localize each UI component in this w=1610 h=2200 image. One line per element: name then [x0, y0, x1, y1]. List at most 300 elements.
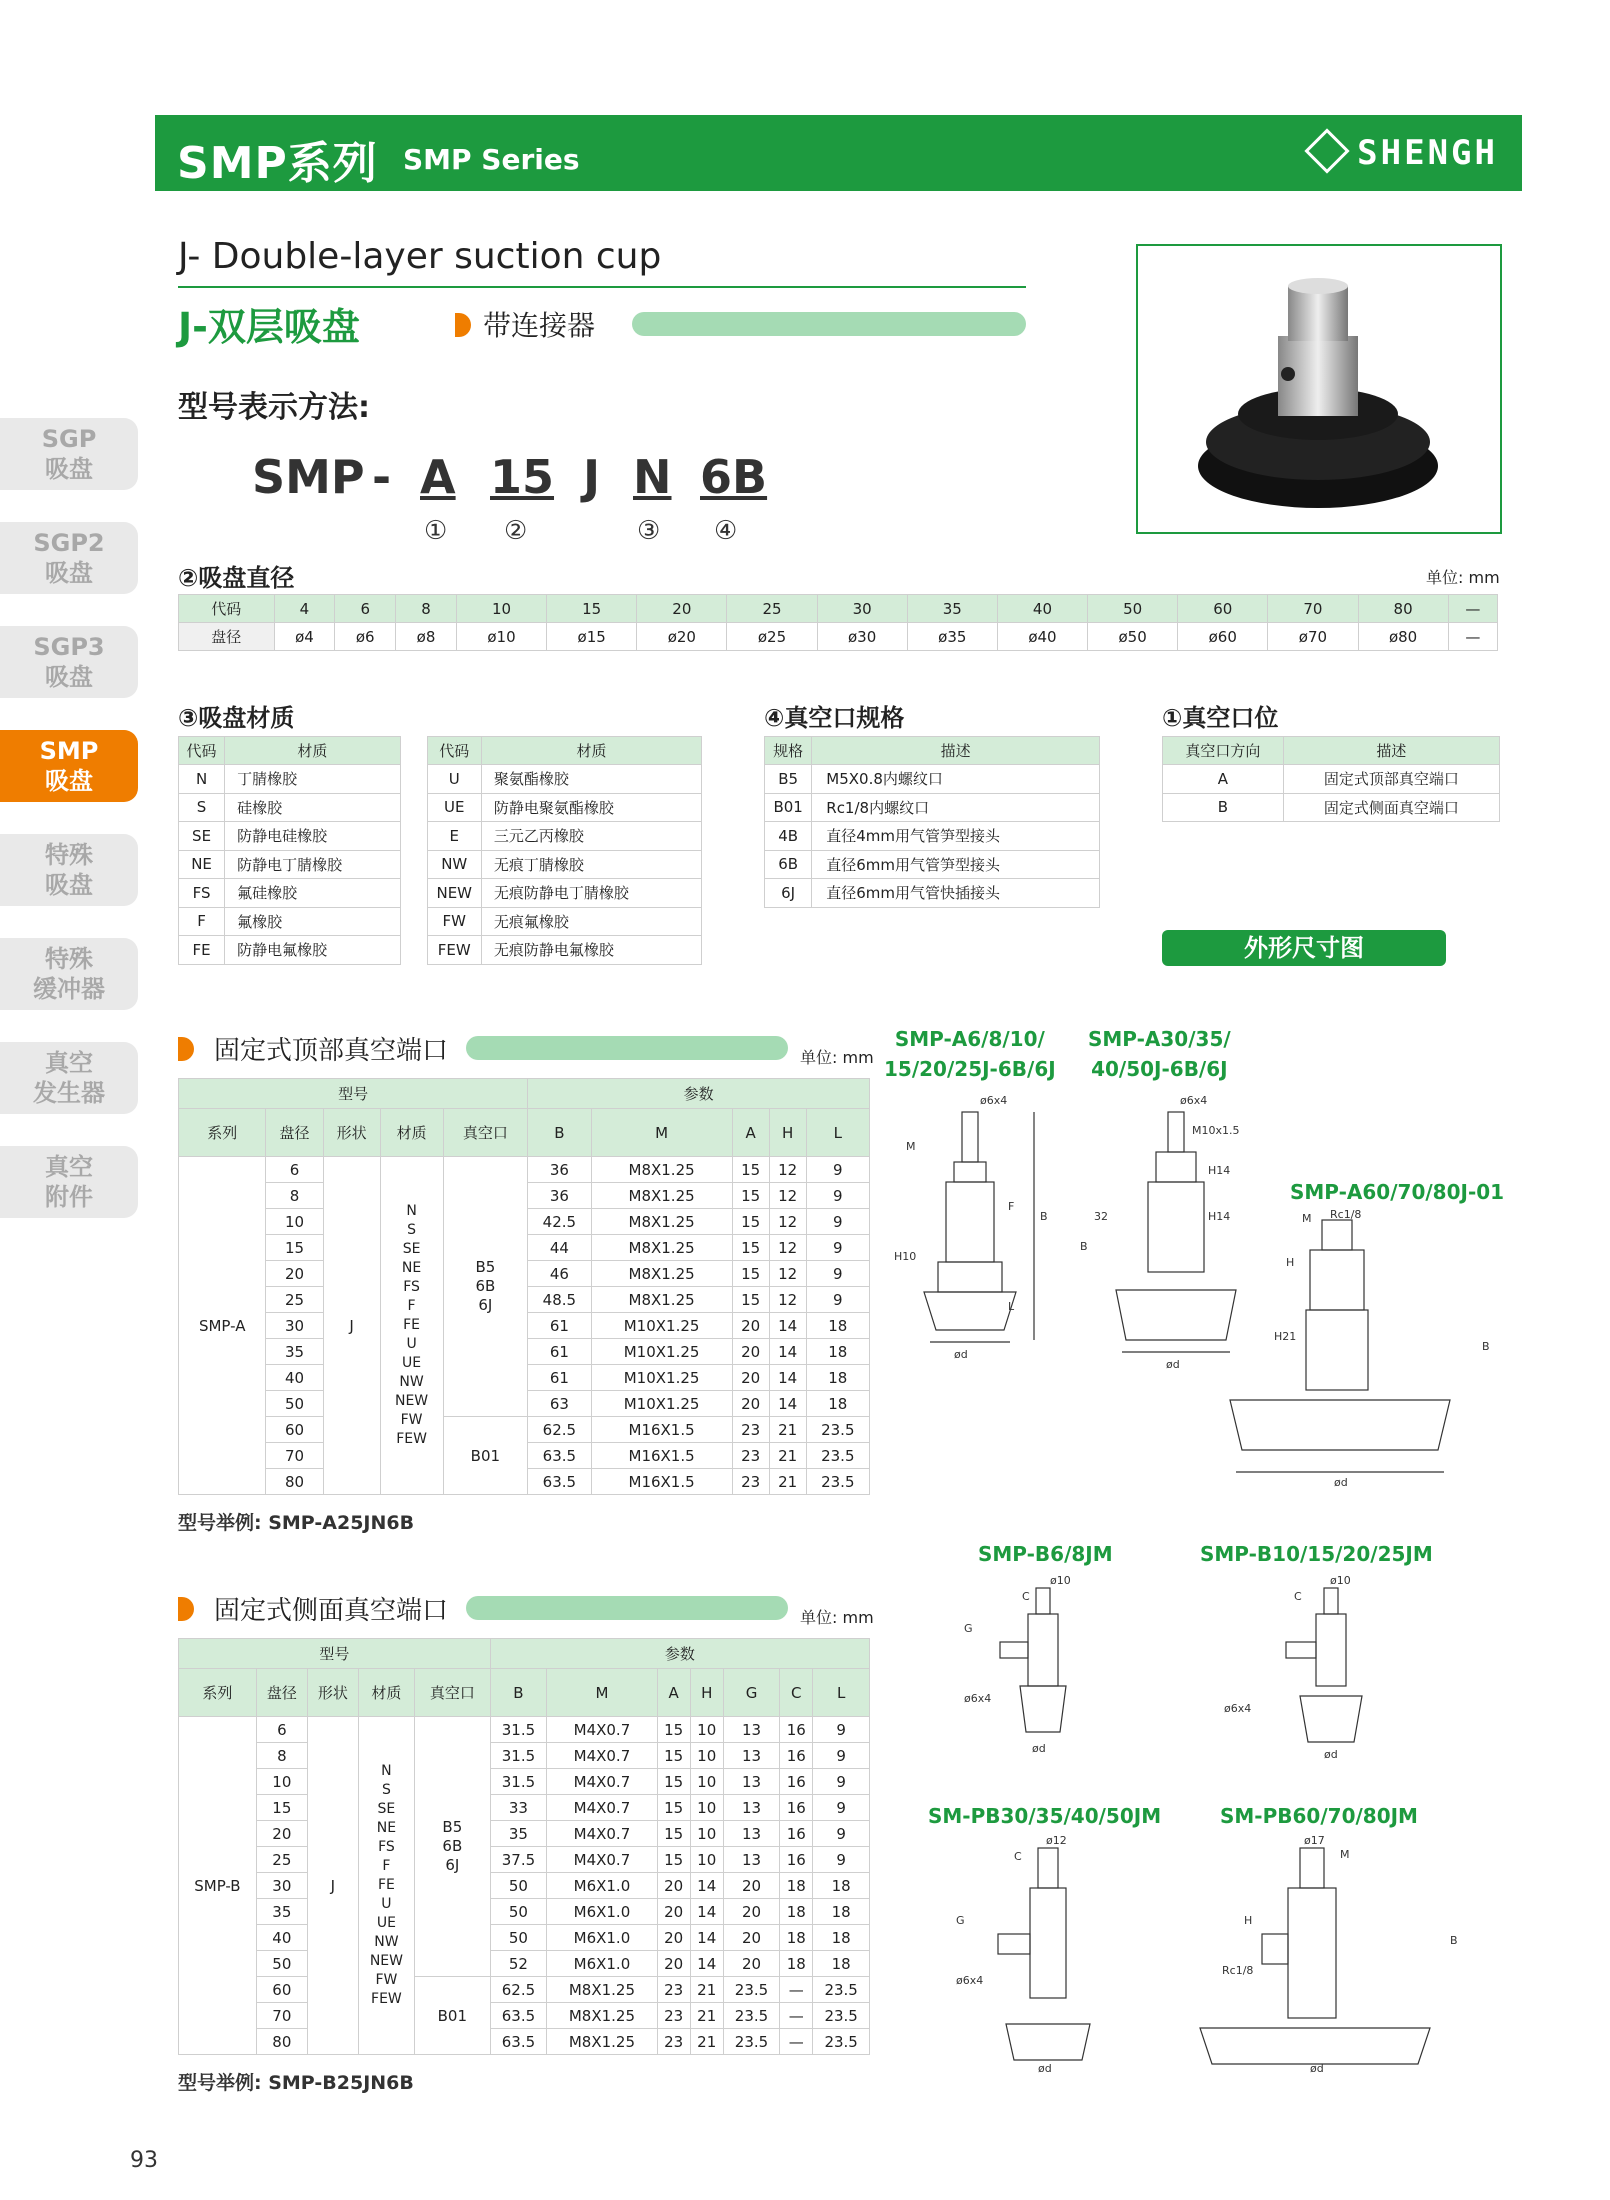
param-cell: 15	[732, 1287, 769, 1313]
label-rc: Rc1/8	[1222, 1964, 1254, 1977]
param-cell: 16	[780, 1717, 813, 1743]
diameter-size: ø40	[997, 623, 1087, 651]
label-m: M	[1340, 1848, 1350, 1861]
param-cell: 10	[690, 1743, 723, 1769]
dimension-drawing-button[interactable]: 外形尺寸图	[1162, 930, 1446, 966]
param-cell: —	[780, 2003, 813, 2029]
material-name: 无痕防静电丁腈橡胶	[481, 879, 701, 908]
param-cell: 20	[732, 1365, 769, 1391]
param-cell: 13	[723, 1717, 780, 1743]
param-cell: 10	[690, 1717, 723, 1743]
side-tab-2[interactable]	[0, 626, 138, 698]
param-cell: 36	[528, 1157, 591, 1183]
param-cell: 23.5	[723, 2003, 780, 2029]
material-name: 聚氨酯橡胶	[481, 765, 701, 794]
diameter-cell: 20	[266, 1261, 323, 1287]
column-header: B	[490, 1669, 547, 1717]
diameter-size: —	[1448, 623, 1497, 651]
label-l: L	[1008, 1300, 1015, 1313]
marker-4: ④	[714, 516, 738, 546]
diameter-cell: 50	[256, 1951, 307, 1977]
diameter-code: —	[1448, 595, 1497, 623]
diameter-title: ②吸盘直径	[178, 564, 295, 592]
table-a-unit: 单位: mm	[800, 1048, 874, 1067]
label-phi6x4: ø6x4	[956, 1974, 984, 1987]
material-name: 防静电聚氨酯橡胶	[481, 793, 701, 822]
side-tab-line2: 吸盘	[45, 871, 93, 899]
drawing-a1	[884, 1090, 1060, 1370]
param-cell: M8X1.25	[591, 1183, 732, 1209]
param-cell: 61	[528, 1365, 591, 1391]
port-cell: B01	[443, 1417, 528, 1495]
side-tab-line1: 真空	[45, 1049, 93, 1077]
param-cell: 13	[723, 1847, 780, 1873]
port-spec-desc: 直径4mm用气管笋型接头	[812, 822, 1100, 851]
label-f: F	[1008, 1200, 1015, 1213]
group-param: 参数	[528, 1079, 870, 1109]
param-cell: 23.5	[806, 1417, 869, 1443]
param-cell: 9	[813, 1795, 870, 1821]
diameter-unit: 单位: mm	[1426, 568, 1500, 587]
param-cell: 15	[732, 1183, 769, 1209]
drawing-title-a3: SMP-A60/70/80J-01	[1290, 1180, 1505, 1204]
label-phi6x4: ø6x4	[1224, 1702, 1252, 1715]
diameter-code: 15	[547, 595, 637, 623]
model-method-label: 型号表示方法:	[178, 390, 370, 425]
column-header: L	[813, 1669, 870, 1717]
column-header: H	[690, 1669, 723, 1717]
side-tab-1[interactable]	[0, 522, 138, 594]
param-cell: M8X1.25	[591, 1157, 732, 1183]
label-rc: Rc1/8	[1330, 1210, 1362, 1221]
drawing-b1	[960, 1572, 1130, 1782]
material-name: 丁腈橡胶	[225, 765, 400, 794]
orange-marker-icon	[178, 1037, 194, 1061]
param-cell: 35	[490, 1821, 547, 1847]
diameter-cell: 15	[266, 1235, 323, 1261]
subtitle-en: J- Double-layer suction cup	[178, 236, 662, 277]
material-code: NW	[427, 850, 481, 879]
param-cell: M16X1.5	[591, 1469, 732, 1495]
param-cell: 18	[806, 1313, 869, 1339]
port-spec-title: ④真空口规格	[764, 704, 905, 732]
param-cell: 23	[657, 2003, 690, 2029]
param-cell: 14	[769, 1339, 806, 1365]
param-cell: 42.5	[528, 1209, 591, 1235]
param-cell: 15	[657, 1847, 690, 1873]
model-part-1: A	[420, 450, 456, 504]
param-cell: 16	[780, 1795, 813, 1821]
param-cell: 12	[769, 1157, 806, 1183]
param-cell: 44	[528, 1235, 591, 1261]
diameter-cell: 6	[256, 1717, 307, 1743]
material-cell: N S SE NE FS F FE U UE NW NEW FW FEW	[358, 1717, 414, 2055]
column-header: M	[591, 1109, 732, 1157]
param-cell: 21	[769, 1417, 806, 1443]
table-b	[178, 1638, 870, 2055]
side-tab-line1: 特殊	[45, 945, 93, 973]
label-h: H	[1286, 1256, 1295, 1269]
param-cell: 18	[780, 1951, 813, 1977]
label-phi6x4: ø6x4	[1180, 1094, 1208, 1107]
param-cell: 18	[806, 1339, 869, 1365]
material-code: U	[427, 765, 481, 794]
material-name: 无痕防静电氟橡胶	[481, 936, 701, 965]
port-spec-header: 规格	[765, 737, 812, 765]
column-header: 盘径	[266, 1109, 323, 1157]
param-cell: 16	[780, 1847, 813, 1873]
param-cell: M4X0.7	[547, 1769, 657, 1795]
suction-cup-image	[1138, 246, 1500, 532]
drawing-title-a1: SMP-A6/8/10/ 15/20/25J-6B/6J	[884, 1027, 1056, 1081]
param-cell: 12	[769, 1209, 806, 1235]
param-cell: 18	[780, 1925, 813, 1951]
diameter-cell: 20	[256, 1821, 307, 1847]
param-cell: 50	[490, 1925, 547, 1951]
port-cell: B01	[415, 1977, 491, 2055]
table-b-title: 固定式侧面真空端口	[214, 1596, 449, 1626]
column-header: 形状	[307, 1669, 358, 1717]
param-cell: 15	[657, 1795, 690, 1821]
param-cell: 62.5	[490, 1977, 547, 2003]
param-cell: 14	[690, 1951, 723, 1977]
series-cell: SMP-B	[179, 1717, 257, 2055]
diameter-cell: 80	[266, 1469, 323, 1495]
column-header: 系列	[179, 1669, 257, 1717]
divider	[178, 286, 1026, 288]
table-b-example: 型号举例: SMP-B25JN6B	[178, 2072, 414, 2094]
diameter-cell: 30	[256, 1873, 307, 1899]
material-code: F	[179, 907, 225, 936]
param-cell: 23	[732, 1469, 769, 1495]
label-od: ød	[1324, 1748, 1338, 1761]
diameter-cell: 50	[266, 1391, 323, 1417]
side-tab-4[interactable]	[0, 834, 138, 906]
side-tab-line1: SGP2	[33, 529, 105, 557]
side-tab-line2: 吸盘	[45, 663, 93, 691]
side-tab-line2: 吸盘	[45, 455, 93, 483]
diameter-cell: 8	[256, 1743, 307, 1769]
param-cell: 31.5	[490, 1717, 547, 1743]
port-spec-code: 6J	[765, 879, 812, 908]
param-cell: 15	[732, 1209, 769, 1235]
param-cell: 21	[690, 2029, 723, 2055]
param-cell: 14	[769, 1391, 806, 1417]
param-cell: 21	[690, 1977, 723, 2003]
param-cell: 63.5	[490, 2003, 547, 2029]
side-tab-0[interactable]	[0, 418, 138, 490]
param-cell: 46	[528, 1261, 591, 1287]
param-cell: 23.5	[813, 2003, 870, 2029]
diameter-code: 60	[1178, 595, 1268, 623]
param-cell: 50	[490, 1899, 547, 1925]
param-cell: 14	[690, 1925, 723, 1951]
param-cell: 33	[490, 1795, 547, 1821]
param-cell: —	[780, 1977, 813, 2003]
param-cell: 23	[732, 1443, 769, 1469]
material-table	[178, 736, 702, 965]
side-tab-6[interactable]	[0, 1042, 138, 1114]
side-tab-5[interactable]	[0, 938, 138, 1010]
label-g: G	[964, 1622, 973, 1635]
label-phi17: ø17	[1304, 1834, 1325, 1847]
param-cell: 9	[806, 1209, 869, 1235]
column-header: B	[528, 1109, 591, 1157]
product-photo	[1136, 244, 1502, 534]
material-name: 氟橡胶	[225, 907, 400, 936]
port-pos-header: 真空口方向	[1163, 737, 1284, 765]
material-cell: N S SE NE FS F FE U UE NW NEW FW FEW	[380, 1157, 443, 1495]
diamond-logo-icon	[1305, 128, 1350, 173]
side-tab-line1: SGP3	[33, 633, 105, 661]
param-cell: 13	[723, 1795, 780, 1821]
diameter-cell: 15	[256, 1795, 307, 1821]
diameter-row-label: 盘径	[179, 623, 275, 651]
port-pos-title: ①真空口位	[1162, 704, 1279, 732]
param-cell: 15	[732, 1157, 769, 1183]
diameter-code: 20	[637, 595, 727, 623]
label-b: B	[1450, 1934, 1458, 1947]
diameter-cell: 60	[256, 1977, 307, 2003]
param-cell: 63.5	[528, 1469, 591, 1495]
param-cell: 13	[723, 1821, 780, 1847]
column-header: L	[806, 1109, 869, 1157]
column-header: 真空口	[415, 1669, 491, 1717]
diameter-size: ø20	[637, 623, 727, 651]
param-cell: 23	[732, 1417, 769, 1443]
material-code: SE	[179, 822, 225, 851]
param-cell: 18	[780, 1873, 813, 1899]
diameter-cell: 70	[256, 2003, 307, 2029]
table-a-example: 型号举例: SMP-A25JN6B	[178, 1512, 415, 1534]
port-pos-header: 描述	[1283, 737, 1499, 765]
port-spec-desc: 直径6mm用气管快插接头	[812, 879, 1100, 908]
shape-cell: J	[323, 1157, 380, 1495]
diameter-code: 30	[817, 595, 907, 623]
param-cell: 12	[769, 1183, 806, 1209]
label-h14-2: H14	[1208, 1210, 1231, 1223]
label-c: C	[1014, 1850, 1022, 1863]
label-od: ød	[1032, 1742, 1046, 1755]
model-part-5: 6B	[700, 450, 768, 504]
column-header: 材质	[358, 1669, 414, 1717]
column-header: H	[769, 1109, 806, 1157]
diameter-code: 70	[1268, 595, 1358, 623]
param-cell: 9	[806, 1183, 869, 1209]
port-spec-table	[764, 736, 1100, 908]
param-cell: 13	[723, 1769, 780, 1795]
port-cell: B5 6B 6J	[415, 1717, 491, 1977]
drawing-a3	[1210, 1210, 1510, 1490]
material-name: 防静电丁腈橡胶	[225, 850, 400, 879]
param-cell: 20	[723, 1951, 780, 1977]
param-cell: 18	[813, 1925, 870, 1951]
material-header-code: 代码	[427, 737, 481, 765]
param-cell: 16	[780, 1743, 813, 1769]
param-cell: 23.5	[813, 1977, 870, 2003]
model-part-4: N	[633, 450, 672, 504]
label-h10: H10	[894, 1250, 917, 1263]
param-cell: 23.5	[806, 1469, 869, 1495]
column-header: C	[780, 1669, 813, 1717]
param-cell: M8X1.25	[547, 2029, 657, 2055]
diameter-code: 50	[1088, 595, 1178, 623]
param-cell: 20	[732, 1339, 769, 1365]
label-h21: H21	[1274, 1330, 1297, 1343]
param-cell: 20	[657, 1873, 690, 1899]
table-a	[178, 1078, 870, 1495]
param-cell: M4X0.7	[547, 1795, 657, 1821]
label-h: H	[1244, 1914, 1253, 1927]
param-cell: 63	[528, 1391, 591, 1417]
param-cell: 23.5	[723, 1977, 780, 2003]
port-spec-desc: Rc1/8内螺纹口	[812, 793, 1100, 822]
diameter-table	[178, 594, 1498, 651]
diameter-size: ø50	[1088, 623, 1178, 651]
param-cell: M8X1.25	[591, 1261, 732, 1287]
param-cell: 18	[806, 1391, 869, 1417]
param-cell: 16	[780, 1821, 813, 1847]
diameter-size: ø70	[1268, 623, 1358, 651]
param-cell: M8X1.25	[591, 1287, 732, 1313]
param-cell: 9	[806, 1287, 869, 1313]
param-cell: M10X1.25	[591, 1339, 732, 1365]
group-model: 型号	[179, 1079, 528, 1109]
label-m: M	[906, 1140, 916, 1153]
param-cell: M8X1.25	[547, 2003, 657, 2029]
label-m10: M10x1.5	[1192, 1124, 1240, 1137]
diameter-size: ø80	[1358, 623, 1448, 651]
side-tab-line1: 真空	[45, 1153, 93, 1181]
param-cell: M6X1.0	[547, 1873, 657, 1899]
param-cell: 21	[690, 2003, 723, 2029]
label-od: ød	[954, 1348, 968, 1361]
drawing-title-b1: SMP-B6/8JM	[978, 1542, 1113, 1566]
drawing-b2	[1220, 1572, 1390, 1782]
param-cell: 18	[813, 1899, 870, 1925]
diameter-cell: 60	[266, 1417, 323, 1443]
drawing-b3	[950, 1834, 1150, 2074]
column-header: M	[547, 1669, 657, 1717]
diameter-size: ø60	[1178, 623, 1268, 651]
column-header: 盘径	[256, 1669, 307, 1717]
param-cell: 12	[769, 1261, 806, 1287]
label-phi10: ø10	[1330, 1574, 1351, 1587]
connector-label: 带连接器	[483, 309, 596, 342]
material-name: 防静电氟橡胶	[225, 936, 400, 965]
param-cell: 16	[780, 1769, 813, 1795]
label-32: 32	[1094, 1210, 1108, 1223]
param-cell: 10	[690, 1847, 723, 1873]
port-pos-desc: 固定式侧面真空端口	[1283, 793, 1499, 822]
param-cell: 10	[690, 1769, 723, 1795]
page-title-en: SMP Series	[403, 143, 580, 176]
port-pos-table	[1162, 736, 1500, 822]
param-cell: 20	[723, 1873, 780, 1899]
material-header: 材质	[481, 737, 701, 765]
side-tab-3[interactable]	[0, 730, 138, 802]
shape-cell: J	[307, 1717, 358, 2055]
material-code: N	[179, 765, 225, 794]
material-code: NE	[179, 850, 225, 879]
param-cell: 15	[732, 1261, 769, 1287]
label-b: B	[1040, 1210, 1048, 1223]
model-part-2: 15	[490, 450, 555, 504]
material-name: 三元乙丙橡胶	[481, 822, 701, 851]
param-cell: 9	[813, 1847, 870, 1873]
orange-marker-icon	[455, 313, 471, 337]
label-od: ød	[1310, 2062, 1324, 2074]
orange-marker-icon	[178, 1597, 194, 1621]
param-cell: 23.5	[806, 1443, 869, 1469]
param-cell: 10	[690, 1795, 723, 1821]
label-od: ød	[1166, 1358, 1180, 1370]
param-cell: 20	[723, 1899, 780, 1925]
param-cell: 23	[657, 1977, 690, 2003]
param-cell: 9	[813, 1743, 870, 1769]
diameter-code: 6	[335, 595, 396, 623]
side-tab-7[interactable]	[0, 1146, 138, 1218]
material-name: 无痕丁腈橡胶	[481, 850, 701, 879]
side-tab-line2: 附件	[45, 1183, 93, 1211]
diameter-cell: 35	[266, 1339, 323, 1365]
param-cell: 15	[657, 1769, 690, 1795]
param-cell: 14	[690, 1873, 723, 1899]
param-cell: 13	[723, 1743, 780, 1769]
diameter-size: ø4	[274, 623, 335, 651]
port-spec-desc: M5X0.8内螺纹口	[812, 765, 1100, 794]
param-cell: 23.5	[723, 2029, 780, 2055]
column-header: 系列	[179, 1109, 266, 1157]
param-cell: 63.5	[490, 2029, 547, 2055]
header-bar	[155, 115, 1522, 191]
drawing-title-a2: SMP-A30/35/ 40/50J-6B/6J	[1088, 1027, 1231, 1081]
marker-3: ③	[637, 516, 661, 546]
green-pill	[632, 312, 1026, 336]
port-pos-code: B	[1163, 793, 1284, 822]
diameter-cell: 25	[266, 1287, 323, 1313]
param-cell: 31.5	[490, 1743, 547, 1769]
port-spec-code: 6B	[765, 850, 812, 879]
drawing-title-b3: SM-PB30/35/40/50JM	[928, 1804, 1162, 1828]
diameter-cell: 25	[256, 1847, 307, 1873]
param-cell: M10X1.25	[591, 1313, 732, 1339]
param-cell: 20	[732, 1313, 769, 1339]
diameter-code: 35	[907, 595, 997, 623]
material-code: FE	[179, 936, 225, 965]
param-cell: 10	[690, 1821, 723, 1847]
label-c: C	[1294, 1590, 1302, 1603]
param-cell: 20	[657, 1951, 690, 1977]
param-cell: M8X1.25	[591, 1235, 732, 1261]
green-pill	[466, 1596, 788, 1620]
diameter-code: 25	[727, 595, 817, 623]
param-cell: 23	[657, 2029, 690, 2055]
diameter-size: ø10	[456, 623, 546, 651]
port-spec-header: 描述	[812, 737, 1100, 765]
param-cell: M4X0.7	[547, 1847, 657, 1873]
material-code: E	[427, 822, 481, 851]
param-cell: 15	[657, 1821, 690, 1847]
port-spec-desc: 直径6mm用气管笋型接头	[812, 850, 1100, 879]
param-cell: 18	[813, 1873, 870, 1899]
diameter-size: ø35	[907, 623, 997, 651]
param-cell: 63.5	[528, 1443, 591, 1469]
diameter-size: ø15	[547, 623, 637, 651]
port-spec-code: B5	[765, 765, 812, 794]
param-cell: 21	[769, 1443, 806, 1469]
label-phi12: ø12	[1046, 1834, 1067, 1847]
